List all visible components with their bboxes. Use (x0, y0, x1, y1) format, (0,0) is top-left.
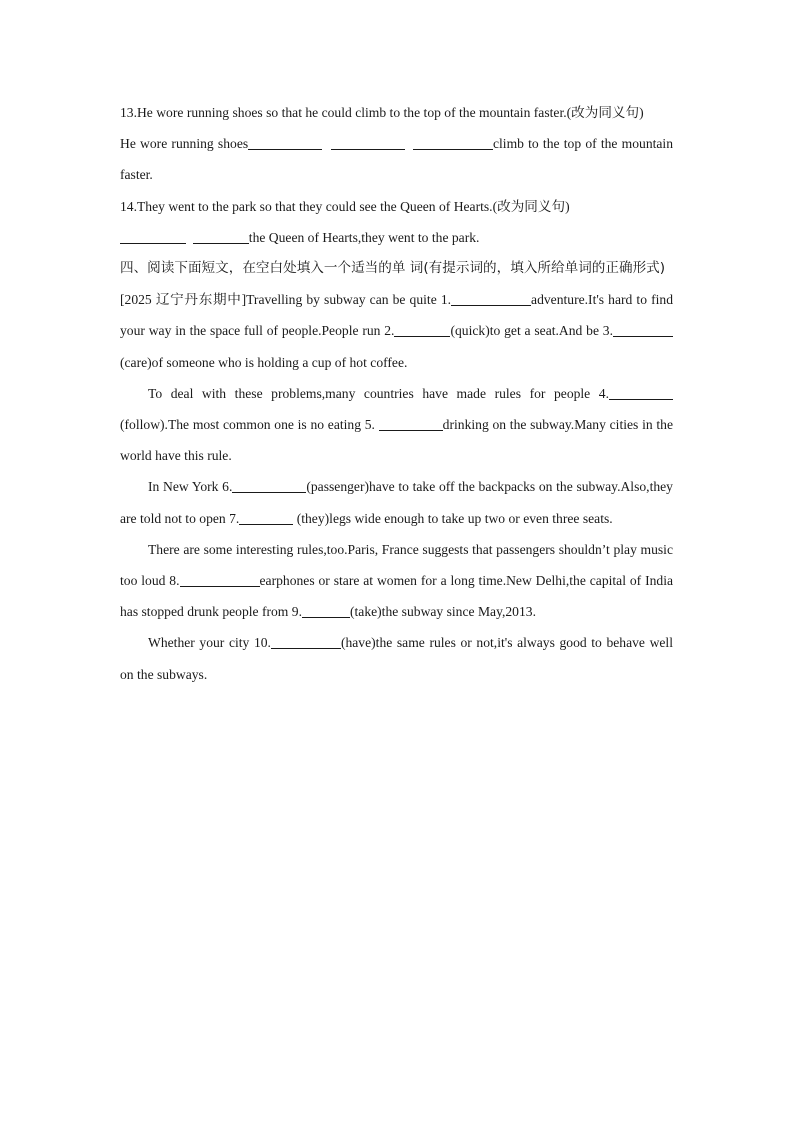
blank-3[interactable] (613, 322, 673, 337)
section-4-heading: 四、阅读下面短文，在空白处填入一个适当的单 词(有提示词的，填入所给单词的正确形式) (120, 260, 666, 277)
passage-paragraph-5 (120, 627, 673, 689)
question-13-answer-line (120, 128, 673, 190)
answer-blank[interactable] (413, 135, 493, 150)
passage-text: In New York 6. (148, 479, 233, 495)
passage-text: earphones or stare at women for a long time.New Delhi,the capital of India has stopped drunk people from 9. (120, 573, 674, 620)
answer-blank[interactable] (248, 135, 322, 150)
passage-text: drinking on the subway.Many cities in the world have this rule. (120, 417, 673, 464)
blank-7[interactable] (239, 510, 293, 525)
passage-text: (care)of someone who is holding a cup of hot coffee. (120, 354, 408, 370)
passage-source: [2025 辽宁丹东期中] (120, 292, 247, 308)
blank-1[interactable] (451, 291, 531, 306)
blank-4[interactable] (609, 385, 673, 400)
answer-blank[interactable] (120, 229, 186, 244)
question-13-tail: climb to the top of the mountain faster. (120, 136, 674, 183)
passage-text: Travelling by subway can be quite 1. (246, 292, 452, 308)
question-13-lead: He wore running shoes (120, 136, 249, 152)
passage-text: Whether your city 10. (148, 635, 271, 651)
question-14-prompt: 14.They went to the park so that they could see the Queen of Hearts.(改为同义句) (120, 198, 570, 214)
passage-text: There are some interesting rules,too.Paris, France suggests that passengers shouldn’t play music too loud 8. (120, 541, 673, 589)
answer-blank[interactable] (331, 135, 405, 150)
question-14-answer-line (120, 222, 673, 253)
answer-blank[interactable] (193, 229, 249, 244)
passage-paragraph-3 (120, 471, 673, 533)
blank-9[interactable] (302, 603, 350, 618)
passage-text: (follow).The most common one is no eating 5. (120, 417, 379, 433)
worksheet-content (120, 97, 673, 690)
blank-5[interactable] (379, 416, 443, 431)
passage-text: (passenger)have to take off the backpacks on the subway.Also,they are told not to open 7. (120, 479, 673, 526)
blank-6[interactable] (232, 478, 306, 493)
passage-text: (they)legs wide enough to take up two or even three seats. (293, 510, 613, 526)
passage-text: (take)the subway since May,2013. (349, 604, 536, 620)
passage-text: (have)the same rules or not,it's always good to behave well on the subways. (120, 635, 673, 682)
passage-text: adventure.It's hard to find your way in the space full of people.People run 2. (120, 292, 674, 339)
passage-paragraph-1 (120, 284, 673, 378)
question-14-tail: the Queen of Hearts,they went to the park. (248, 229, 480, 245)
blank-10[interactable] (271, 634, 341, 649)
passage-paragraph-4 (120, 534, 673, 628)
question-13-prompt: 13.He wore running shoes so that he could climb to the top of the mountain faster.(改为同义句) (120, 105, 644, 120)
blank-2[interactable] (394, 322, 450, 337)
passage-text: (quick)to get a seat.And be 3. (450, 323, 614, 339)
passage-paragraph-2 (120, 378, 673, 472)
passage-text: To deal with these problems,many countries have made rules for people 4. (148, 385, 609, 401)
blank-8[interactable] (180, 572, 260, 587)
